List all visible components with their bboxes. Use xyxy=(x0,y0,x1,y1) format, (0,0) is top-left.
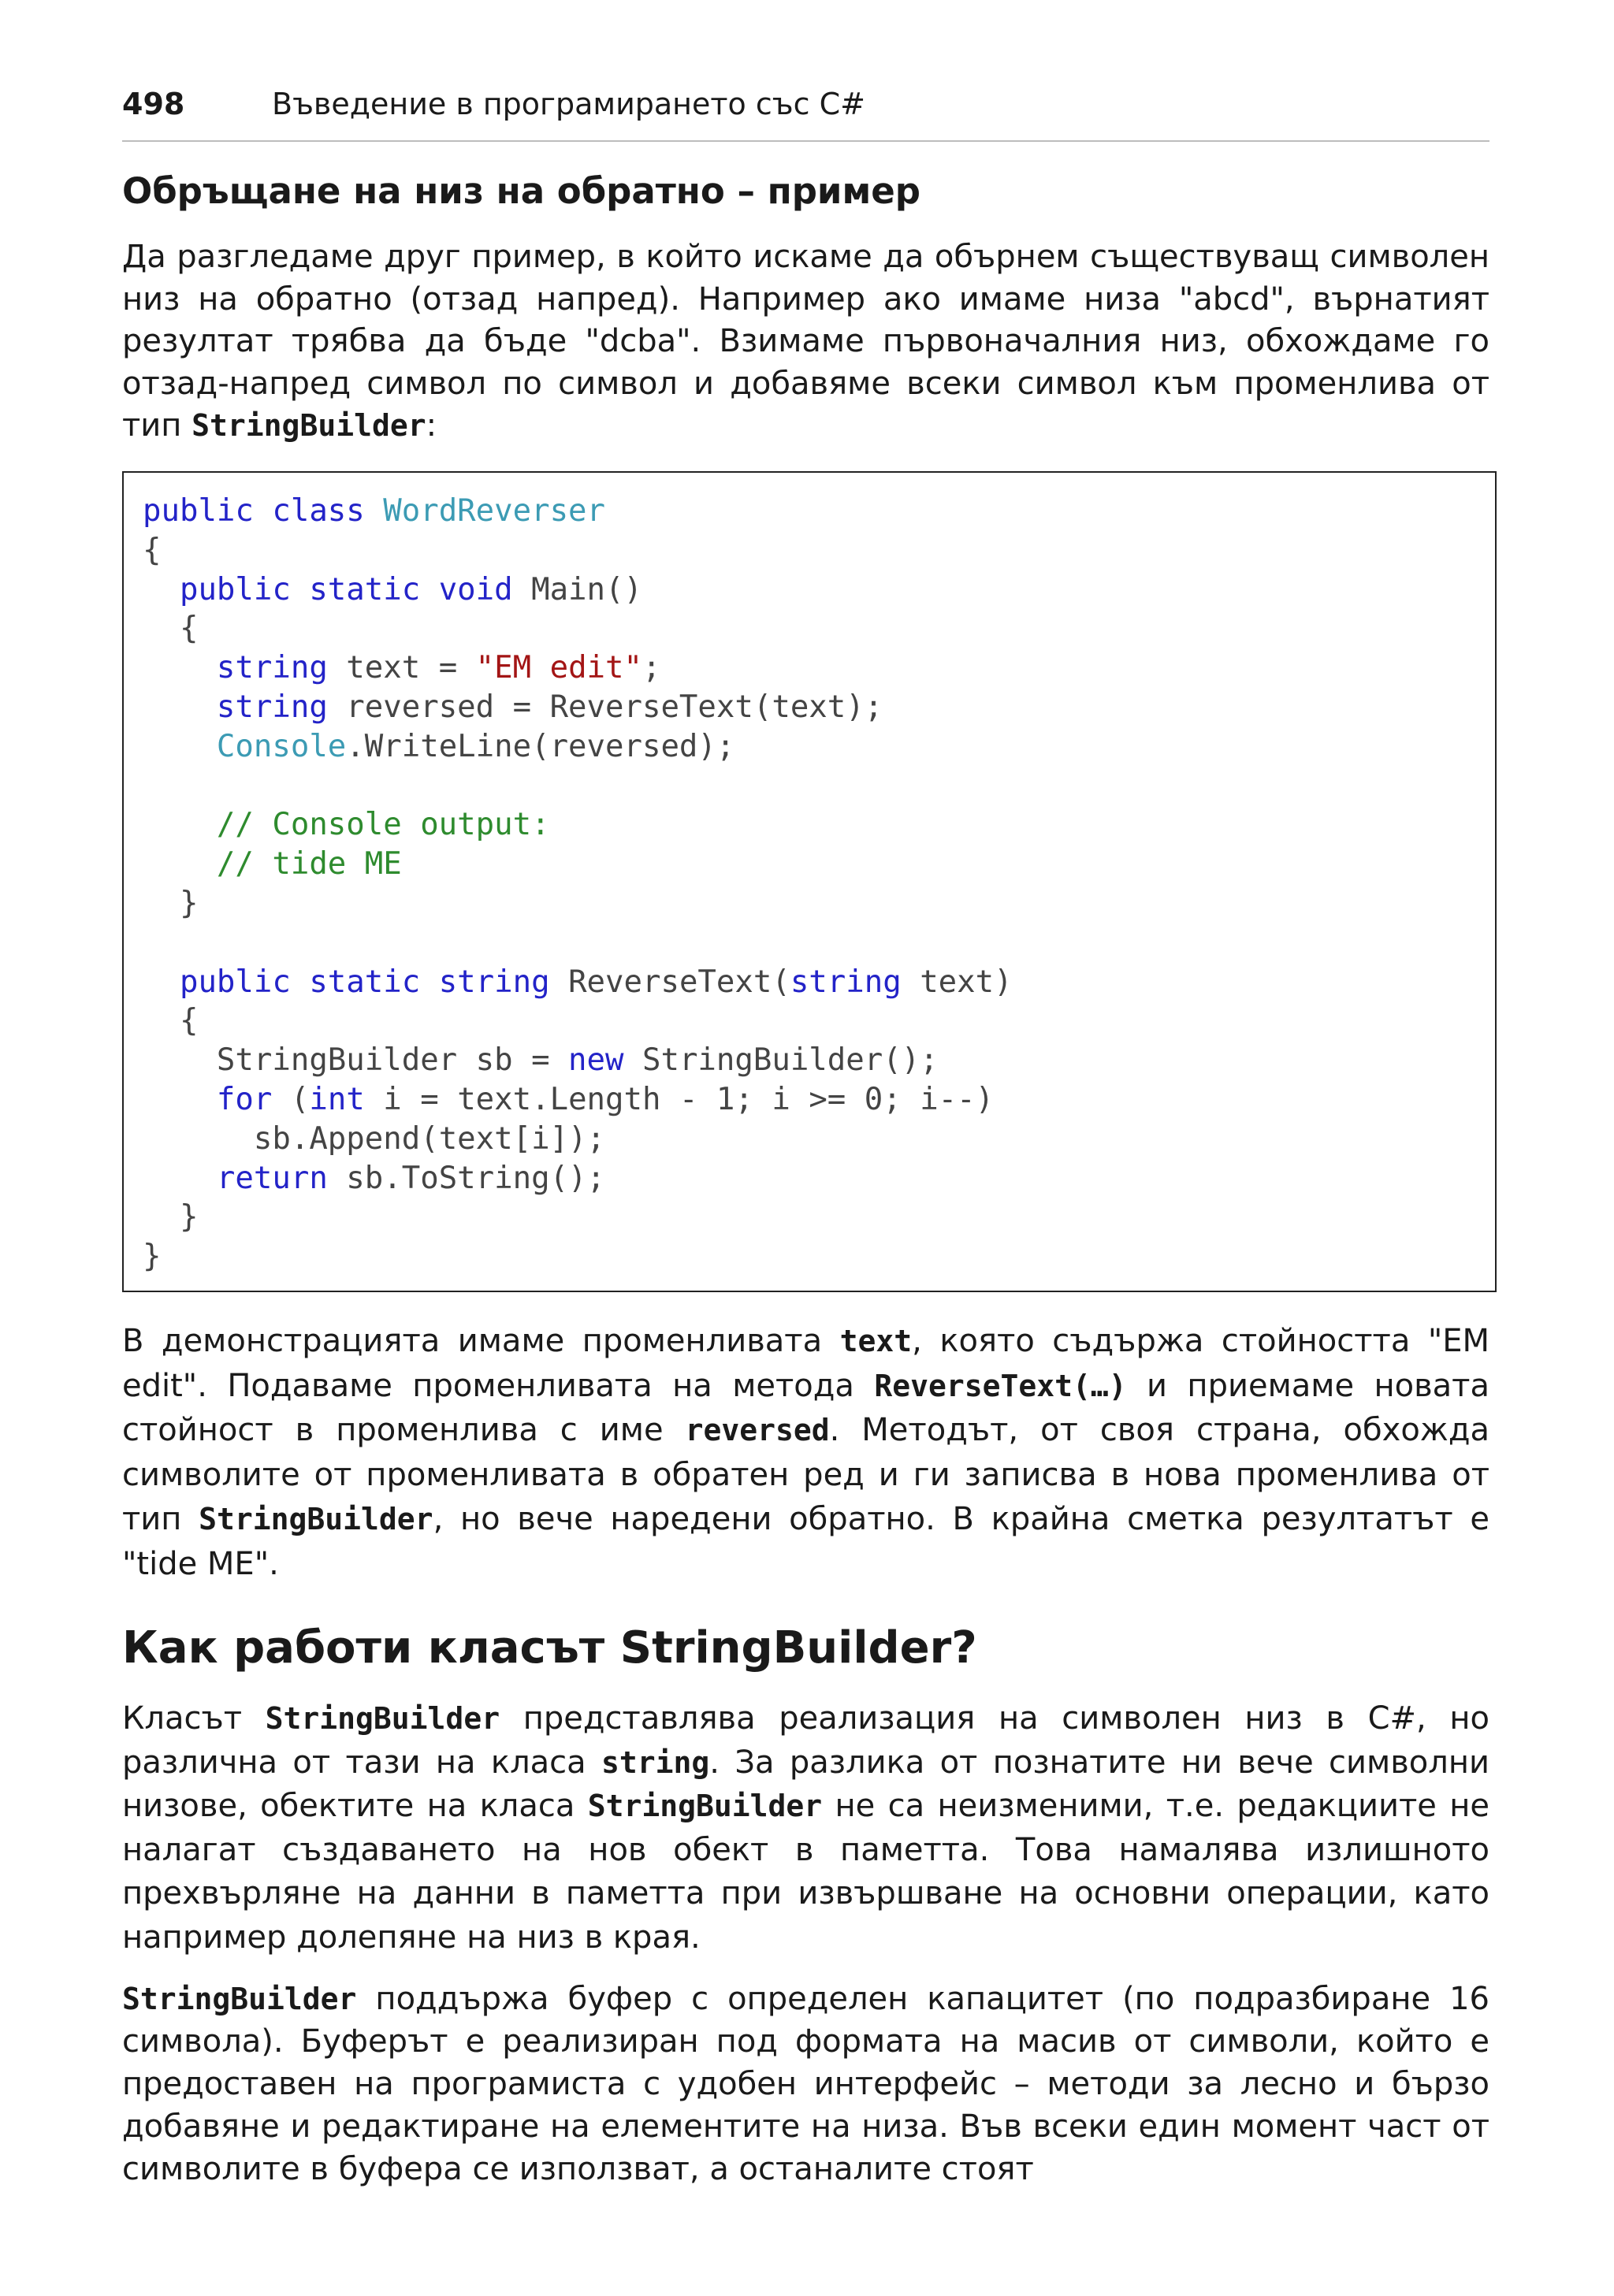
paragraph-text: . За разлика от познатите ни вече символни низове, обектите на класа xyxy=(122,1744,1489,1824)
paragraph-text: Класът xyxy=(122,1700,266,1737)
code-comment: // Console output: xyxy=(216,807,550,843)
inline-code: string xyxy=(601,1744,710,1780)
inline-code: ReverseText(…) xyxy=(874,1368,1127,1403)
code-comment: // tide ME xyxy=(216,846,402,882)
code-text: ( xyxy=(290,1081,310,1117)
code-keyword: int xyxy=(309,1081,365,1117)
code-listing xyxy=(143,492,1013,1276)
code-text: reversed = ReverseText(text); xyxy=(346,689,883,725)
intro-end: : xyxy=(426,407,437,444)
inline-code: StringBuilder xyxy=(192,408,426,443)
code-type: WordReverser xyxy=(383,493,606,529)
code-text: i = text.Length - 1; i >= 0; i--) xyxy=(383,1081,995,1117)
code-text: Main() xyxy=(531,571,642,607)
inline-code: StringBuilder xyxy=(122,1982,357,2016)
inline-code: text xyxy=(839,1324,913,1358)
code-text: text = xyxy=(346,650,476,686)
intro-paragraph xyxy=(122,236,1489,448)
code-brace: } xyxy=(179,885,199,921)
inline-code: StringBuilder xyxy=(587,1789,823,1823)
code-brace: { xyxy=(179,611,199,647)
stringbuilder-paragraph-2 xyxy=(122,1978,1489,2190)
code-block xyxy=(122,471,1497,1292)
code-text: sb.ToString(); xyxy=(346,1160,606,1196)
code-text: text) xyxy=(920,964,1013,1000)
code-text: .WriteLine(reversed); xyxy=(346,728,735,764)
code-text: StringBuilder sb = xyxy=(216,1042,569,1079)
code-brace: { xyxy=(179,1003,199,1039)
explanation-text: , но вече наредени обратно. В крайна сметка резултатът е "tide ME". xyxy=(122,1501,1489,1582)
code-keyword: public static string xyxy=(179,964,550,1000)
code-keyword: public static void xyxy=(179,571,513,607)
paragraph-text: представлява реализация на символен низ в C#, но различна от тази на класа xyxy=(122,1700,1490,1781)
code-keyword: public class xyxy=(143,493,365,529)
page-header xyxy=(122,85,1489,142)
code-keyword: new xyxy=(568,1042,624,1079)
section-heading-main: Как работи класът StringBuilder? xyxy=(122,1622,977,1674)
code-keyword: for xyxy=(216,1081,273,1117)
code-text: ReverseText( xyxy=(568,964,790,1000)
code-brace: { xyxy=(143,532,162,568)
explanation-text: , която съдържа стойността "EM edit". Подаваме променливата на метода xyxy=(122,1323,1490,1404)
inline-code: StringBuilder xyxy=(265,1701,500,1736)
code-string: "EM edit" xyxy=(475,650,642,686)
stringbuilder-paragraph-1 xyxy=(122,1697,1489,1960)
page-number: 498 xyxy=(122,87,185,121)
code-brace: } xyxy=(143,1239,162,1275)
code-text: StringBuilder(); xyxy=(642,1042,939,1079)
code-text: sb.Append(text[i]); xyxy=(253,1120,606,1157)
code-brace: } xyxy=(179,1199,199,1235)
code-keyword: return xyxy=(216,1160,328,1196)
code-text: ; xyxy=(642,650,661,686)
code-keyword: string xyxy=(216,650,328,686)
inline-code: StringBuilder xyxy=(199,1502,433,1536)
paragraph-text: поддържа буфер с определен капацитет (по подразбиране 16 символа). Буферът е реализиран под формата на масив от символи, който е предоставен на програмиста с удобен интерфейс – методи за лесно и бързо добавяне и редактиране на елементите на низа. Във всеки един момент част от символите в буфера се използват, а останалите стоят xyxy=(122,1981,1489,2187)
inline-code: reversed xyxy=(685,1413,830,1447)
intro-text: Да разгледаме друг пример, в който искаме да обърнем съществуващ символен низ на обратно (отзад напред). Например ако имаме низа "abcd", върнатият резултат трябва да бъде "dcba". Взимаме първоначалния низ, обхождаме го отзад-напред символ по символ и добавяме всеки символ към променлива от тип xyxy=(122,239,1489,444)
code-keyword: string xyxy=(790,964,902,1000)
explanation-text: и приемаме новата стойност в променлива с име xyxy=(122,1367,1489,1448)
explanation-paragraph xyxy=(122,1319,1489,1586)
code-keyword: string xyxy=(216,689,328,725)
code-type: Console xyxy=(216,728,347,764)
book-title: Въведение в програмирането със C# xyxy=(272,87,865,121)
paragraph-text: не са неизменими, т.е. редакциите не налагат създаването на нов обект в паметта. Това намалява излишното прехвърляне на данни в паметта при извършване на основни операции, като например долепяне на низ в края. xyxy=(122,1788,1489,1956)
explanation-text: . Методът, от своя страна, обхожда символите от променливата в обратен ред и ги записва в нова променлива от тип xyxy=(122,1412,1490,1537)
section-heading: Обръщане на низ на обратно – пример xyxy=(122,170,920,212)
explanation-text: В демонстрацията имаме променливата xyxy=(122,1323,840,1359)
